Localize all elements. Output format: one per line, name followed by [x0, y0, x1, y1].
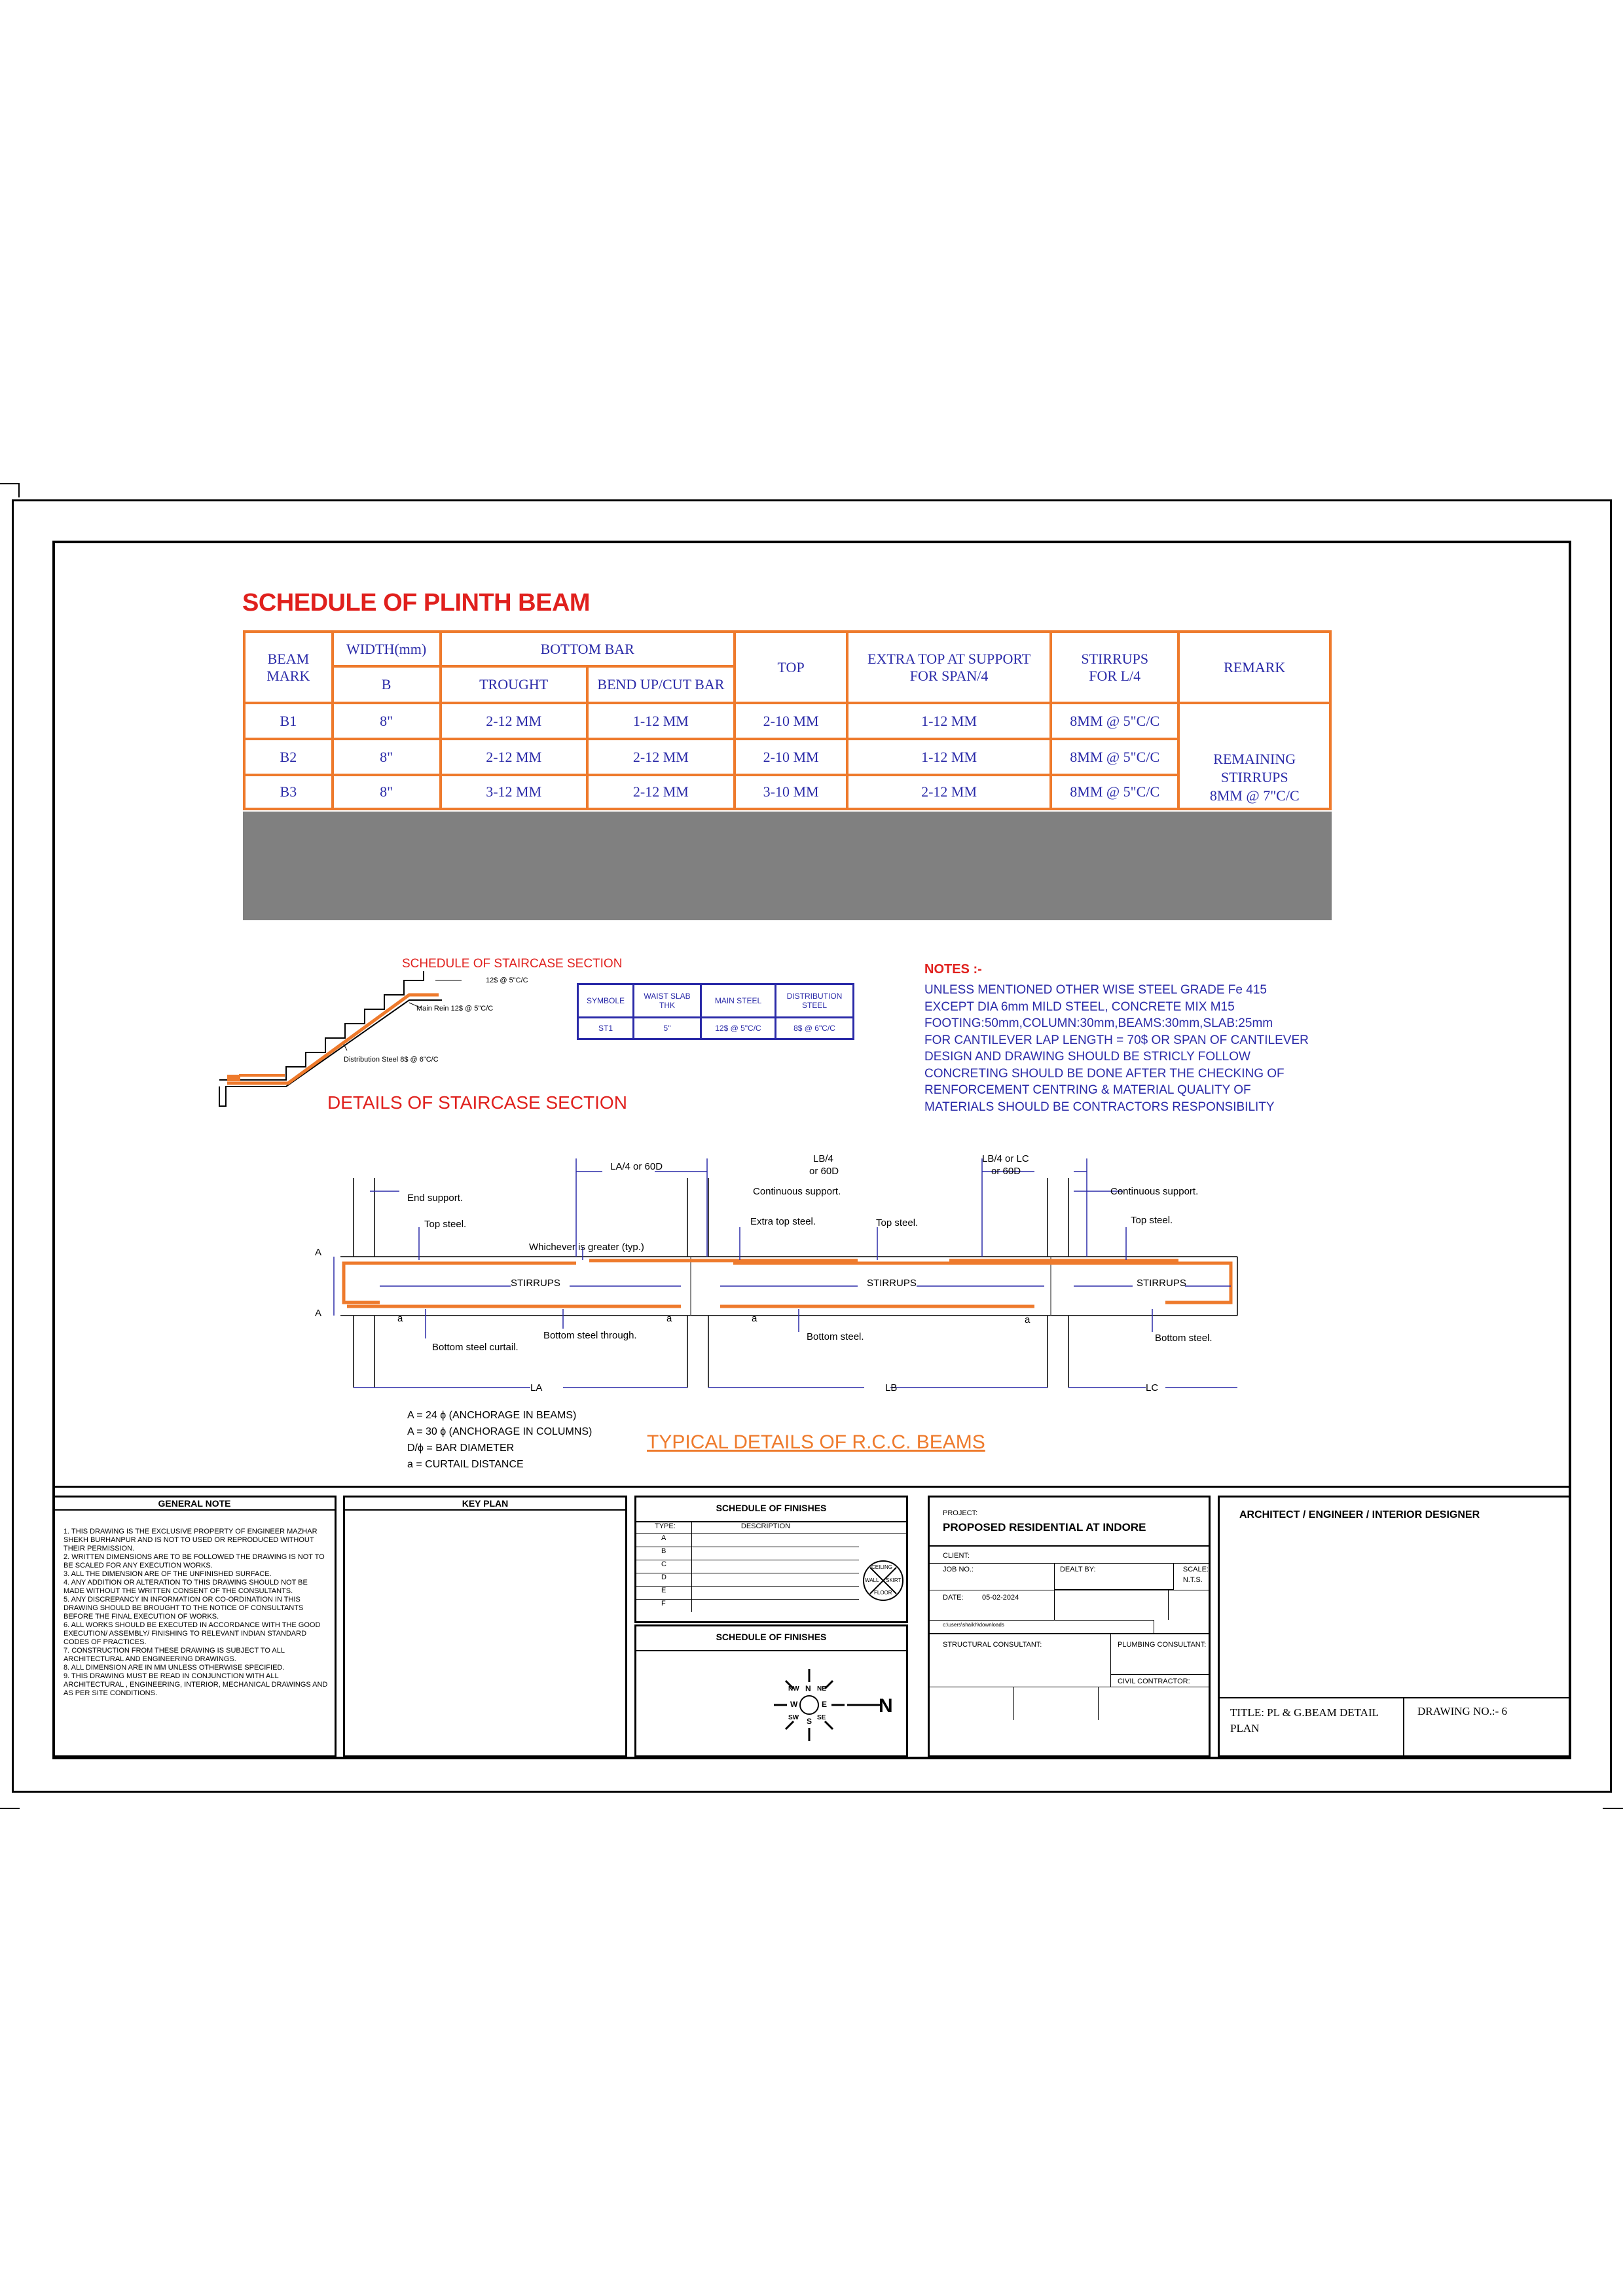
finishes-rows [636, 1534, 859, 1612]
general-note-box [52, 1496, 337, 1757]
finishes-row: A [636, 1534, 859, 1547]
label-extra-top: Extra top steel. [750, 1216, 816, 1227]
compass-e: E [822, 1700, 828, 1709]
bottom-cell [930, 1687, 1014, 1720]
st-header: WAIST SLAB THK [634, 984, 701, 1018]
staircase-dist-label: Distribution Steel 8$ @ 6"C/C [344, 1056, 439, 1064]
architect-box [1218, 1496, 1571, 1757]
note-line: FOOTING:50mm,COLUMN:30mm,BEAMS:30mm,SLAB:25mm [924, 1016, 1273, 1030]
finishes-row: C [636, 1560, 859, 1573]
cell-trought: 2-12 MM [441, 703, 587, 739]
staircase-details-title: DETAILS OF STAIRCASE SECTION [327, 1092, 627, 1113]
note-line: CONCRETING SHOULD BE DONE AFTER THE CHECKING OF [924, 1066, 1285, 1081]
finishes-desc-header: DESCRIPTION [740, 1522, 791, 1530]
finishes-row: B [636, 1547, 859, 1560]
bottom-row [930, 1687, 1209, 1720]
drawing-number: DRAWING NO.:- 6 [1417, 1705, 1507, 1717]
header-width: WIDTH(mm) [333, 632, 441, 666]
general-note-item: 6. ALL WORKS SHOULD BE EXECUTED IN ACCORDANCE WITH THE GOOD EXECUTION/ ASSEMBLY/ FINISHING TO RELEVANT INDIAN STANDARD CODES OF PRACTICES. [64, 1621, 321, 1646]
cell-bend: 2-12 MM [587, 739, 735, 775]
header-top: TOP [735, 632, 847, 703]
note-line: RENFORCEMENT CENTRING & MATERIAL QUALITY OF [924, 1083, 1251, 1097]
cell-top: 3-10 MM [735, 775, 847, 809]
cell-top: 2-10 MM [735, 739, 847, 775]
job-row [930, 1563, 1209, 1590]
compass-s: S [807, 1717, 812, 1726]
label-cont-support-1: Continuous support. [753, 1186, 841, 1197]
finish-wall: WALL [865, 1577, 879, 1583]
crop-mark [0, 1808, 20, 1809]
dim-lb4b: or 60D [809, 1166, 839, 1177]
dim-la: LA [530, 1382, 543, 1393]
st-cell: 8$ @ 6"C/C [776, 1018, 854, 1039]
label-bottom-steel-2: Bottom steel. [1155, 1333, 1213, 1344]
finishes-header-row [636, 1522, 906, 1534]
label-anchorage-a1: A [315, 1247, 322, 1258]
cell-stirrups: 8MM @ 5"C/C [1051, 775, 1179, 809]
cell-bend: 2-12 MM [587, 775, 735, 809]
plinth-beam-table [243, 630, 1332, 810]
key-plan-box [343, 1496, 627, 1757]
header-stirrups: STIRRUPS FOR L/4 [1051, 632, 1179, 703]
finish-skirt: SKIRT [886, 1577, 902, 1583]
bottom-cell [1014, 1687, 1099, 1720]
general-note-item: 1. THIS DRAWING IS THE EXCLUSIVE PROPERTY OF ENGINEER MAZHAR SHEKH BURHANPUR AND IS NOT TO USED OR REPRODUCED WITHOUT THEIR PERMISSION. [64, 1528, 318, 1552]
client-label: CLIENT: [943, 1552, 970, 1560]
dim-lblc: LB/4 or LC [982, 1153, 1029, 1164]
label-top-steel-1: Top steel. [424, 1219, 467, 1230]
compass-w: W [790, 1700, 798, 1709]
consultant-row [930, 1633, 1209, 1687]
label-whichever: Whichever is greater (typ.) [529, 1242, 644, 1253]
legend-line: D/ϕ = BAR DIAMETER [407, 1443, 515, 1454]
beam-legend [407, 1407, 592, 1473]
finishes-title: SCHEDULE OF FINISHES [636, 1498, 906, 1522]
general-note-item: 7. CONSTRUCTION FROM THESE DRAWING IS SUBJECT TO ALL ARCHITECTURAL AND ENGINEERING DRAWINGS. [64, 1647, 285, 1663]
date-label: DATE: [943, 1594, 964, 1602]
date-row [930, 1590, 1209, 1620]
cell-b: 8" [333, 775, 441, 809]
st-header: SYMBOLE [578, 984, 634, 1018]
cell-mark: B2 [244, 739, 333, 775]
title-block-separator [52, 1486, 1571, 1488]
file-path: c:\users\shaikh\downloads [930, 1620, 1154, 1633]
label-anchorage-a2: A [315, 1308, 322, 1319]
compass-ne: NE [817, 1685, 826, 1693]
cell-extra: 1-12 MM [847, 703, 1051, 739]
scale-cell [1174, 1564, 1209, 1590]
table-row [244, 775, 1330, 809]
cell-trought: 2-12 MM [441, 739, 587, 775]
general-notes-list [54, 1511, 335, 1698]
label-top-steel-3: Top steel. [1131, 1215, 1173, 1226]
st-cell: 12$ @ 5"C/C [701, 1018, 776, 1039]
compass-se: SE [817, 1714, 826, 1721]
structural-consultant: STRUCTURAL CONSULTANT: [930, 1634, 1111, 1687]
cell-bend: 1-12 MM [587, 703, 735, 739]
general-note-item: 5. ANY DISCREPANCY IN INFORMATION OR CO-ORDINATION IN THIS DRAWING SHOULD BE BROUGHT TO THE NOTICE OF CONSULTANTS BEFORE THE FINAL EXECUTION OF WORKS. [64, 1596, 304, 1621]
note-line: UNLESS MENTIONED OTHER WISE STEEL GRADE Fe 415 [924, 983, 1267, 997]
consultant-right [1111, 1634, 1209, 1687]
st-header: MAIN STEEL [701, 984, 776, 1018]
dim-lb4: LB/4 [813, 1153, 833, 1164]
job-no: JOB NO.: [930, 1564, 1055, 1590]
staircase-section-drawing [213, 969, 514, 1113]
st-cell: ST1 [578, 1018, 634, 1039]
compass-big-n: N [879, 1695, 893, 1717]
finishes-row: E [636, 1587, 859, 1600]
compass-sw: SW [788, 1714, 799, 1721]
cell-mark: B1 [244, 703, 333, 739]
header-remark: REMARK [1178, 632, 1330, 703]
architect-label: ARCHITECT / ENGINEER / INTERIOR DESIGNER [1239, 1509, 1480, 1520]
note-line: FOR CANTILEVER LAP LENGTH = 70$ OR SPAN OF CANTILEVER [924, 1033, 1309, 1047]
label-stirrups-3: STIRRUPS [1137, 1278, 1186, 1289]
header-width-b: B [333, 666, 441, 703]
finishes-row: D [636, 1573, 859, 1587]
header-trought: TROUGHT [441, 666, 587, 703]
beam-details-title: TYPICAL DETAILS OF R.C.C. BEAMS [647, 1431, 985, 1453]
project-box [928, 1496, 1211, 1757]
label-curtail-a1: a [397, 1313, 403, 1324]
label-bottom-through: Bottom steel through. [543, 1330, 637, 1341]
cell-stirrups: 8MM @ 5"C/C [1051, 703, 1179, 739]
header-bend: BEND UP/CUT BAR [587, 666, 735, 703]
general-note-item: 3. ALL THE DIMENSION ARE OF THE UNFINISHED SURFACE. [64, 1570, 272, 1578]
cell-extra: 1-12 MM [847, 739, 1051, 775]
date-blank [1055, 1590, 1169, 1620]
crop-mark [0, 483, 20, 484]
cell-top: 2-10 MM [735, 703, 847, 739]
label-top-steel-2: Top steel. [876, 1217, 919, 1229]
label-bottom-steel-1: Bottom steel. [807, 1331, 864, 1342]
finishes-title-2: SCHEDULE OF FINISHES [636, 1626, 906, 1651]
plinth-schedule-title: SCHEDULE OF PLINTH BEAM [242, 589, 591, 617]
crop-mark [1603, 1808, 1623, 1809]
label-bottom-curtail: Bottom steel curtail. [432, 1342, 519, 1353]
finishes-box [634, 1496, 908, 1623]
legend-line: A = 24 ϕ (ANCHORAGE IN BEAMS) [407, 1410, 577, 1421]
header-bottom-bar: BOTTOM BAR [441, 632, 735, 666]
general-note-item: 4. ANY ADDITION OR ALTERATION TO THIS DRAWING SHOULD NOT BE MADE WITHOUT THE WRITTEN CONSENT OF THE CONSULTANTS. [64, 1579, 308, 1595]
civil-contractor: CIVIL CONTRACTOR: [1118, 1677, 1190, 1685]
note-line: DESIGN AND DRAWING SHOULD BE STRICLY FOLLOW [924, 1050, 1250, 1064]
finishes-type-header: TYPE: [636, 1522, 692, 1534]
project-name: PROPOSED RESIDENTIAL AT INDORE [943, 1521, 1146, 1534]
plumbing-consultant: PLUMBING CONSULTANT: [1111, 1634, 1209, 1675]
label-curtail-a3: a [752, 1313, 757, 1324]
finish-floor: FLOOR [874, 1590, 892, 1596]
scale-label: SCALE: [1182, 1566, 1209, 1573]
general-note-item: 2. WRITTEN DIMENSIONS ARE TO BE FOLLOWED THE DRAWING IS NOT TO BE SCALED FOR ANY EXECUTION WORKS. [64, 1553, 325, 1570]
bottom-cell [1099, 1687, 1209, 1720]
label-curtail-a2: a [666, 1313, 672, 1324]
general-note-title: GENERAL NOTE [54, 1498, 335, 1511]
cell-b: 8" [333, 739, 441, 775]
staircase-schedule-title: SCHEDULE OF STAIRCASE SECTION [402, 957, 623, 971]
date-value: 05-02-2024 [982, 1590, 1055, 1620]
label-end-support: End support. [407, 1193, 464, 1204]
cell-trought: 3-12 MM [441, 775, 587, 809]
legend-line: a = CURTAIL DISTANCE [407, 1459, 524, 1470]
notes-title: NOTES :- [924, 962, 982, 977]
compass-nw: NW [788, 1685, 799, 1693]
key-plan-title: KEY PLAN [345, 1498, 625, 1511]
notes-block [924, 982, 1309, 1115]
cell-b: 8" [333, 703, 441, 739]
dim-lb: LB [885, 1382, 898, 1393]
dim-la4: LA/4 or 60D [610, 1161, 663, 1172]
label-cont-support-2: Continuous support. [1110, 1186, 1199, 1197]
general-note-item: 9. THIS DRAWING MUST BE READ IN CONJUNCTION WITH ALL ARCHITECTURAL , ENGINEERING, INTERIOR, MECHANICAL DRAWINGS AND AS PER SITE CONDITIONS. [64, 1672, 328, 1697]
cell-mark: B3 [244, 775, 333, 809]
legend-line: A = 30 ϕ (ANCHORAGE IN COLUMNS) [407, 1426, 593, 1437]
scale-value: N.T.S. [1182, 1576, 1203, 1584]
st-header: DISTRIBUTION STEEL [776, 984, 854, 1018]
drawing-title: TITLE: PL & G.BEAM DETAIL PLAN [1220, 1698, 1404, 1757]
finishes-box-2 [634, 1624, 908, 1757]
st-cell: 5" [634, 1018, 701, 1039]
staircase-top-label: 12$ @ 5"C/C [486, 977, 528, 984]
header-beam-mark: BEAM MARK [244, 632, 333, 703]
dealt-by: DEALT BY: [1055, 1564, 1174, 1590]
note-line: EXCEPT DIA 6mm MILD STEEL, CONCRETE MIX M15 [924, 999, 1235, 1014]
table-row [244, 739, 1330, 775]
crop-mark [18, 483, 20, 497]
label-stirrups-2: STIRRUPS [867, 1278, 917, 1289]
dim-lblcb: or 60D [991, 1166, 1021, 1177]
project-label: PROJECT: [943, 1509, 978, 1517]
cell-stirrups: 8MM @ 5"C/C [1051, 739, 1179, 775]
label-stirrups-1: STIRRUPS [511, 1278, 560, 1289]
cell-extra: 2-12 MM [847, 775, 1051, 809]
general-note-item: 8. ALL DIMENSION ARE IN MM UNLESS OTHERWISE SPECIFIED. [64, 1664, 285, 1672]
staircase-main-label: Main Rein 12$ @ 5"C/C [416, 1005, 494, 1013]
table-row [244, 703, 1330, 739]
project-top [930, 1498, 1209, 1547]
finish-ceiling: CEILING [871, 1564, 893, 1570]
finishes-row: F [636, 1600, 859, 1612]
staircase-table [577, 983, 854, 1040]
cell-remark: REMAINING STIRRUPS 8MM @ 7"C/C [1178, 703, 1330, 809]
label-curtail-a4: a [1025, 1314, 1030, 1325]
note-line: MATERIALS SHOULD BE CONTRACTORS RESPONSIBILITY [924, 1100, 1275, 1114]
title-row [1220, 1697, 1569, 1757]
finish-symbol [863, 1560, 903, 1601]
compass-n: N [805, 1684, 811, 1693]
header-extra-top: EXTRA TOP AT SUPPORT FOR SPAN/4 [847, 632, 1051, 703]
grey-filler-band [243, 812, 1332, 920]
dim-lc: LC [1146, 1382, 1159, 1393]
